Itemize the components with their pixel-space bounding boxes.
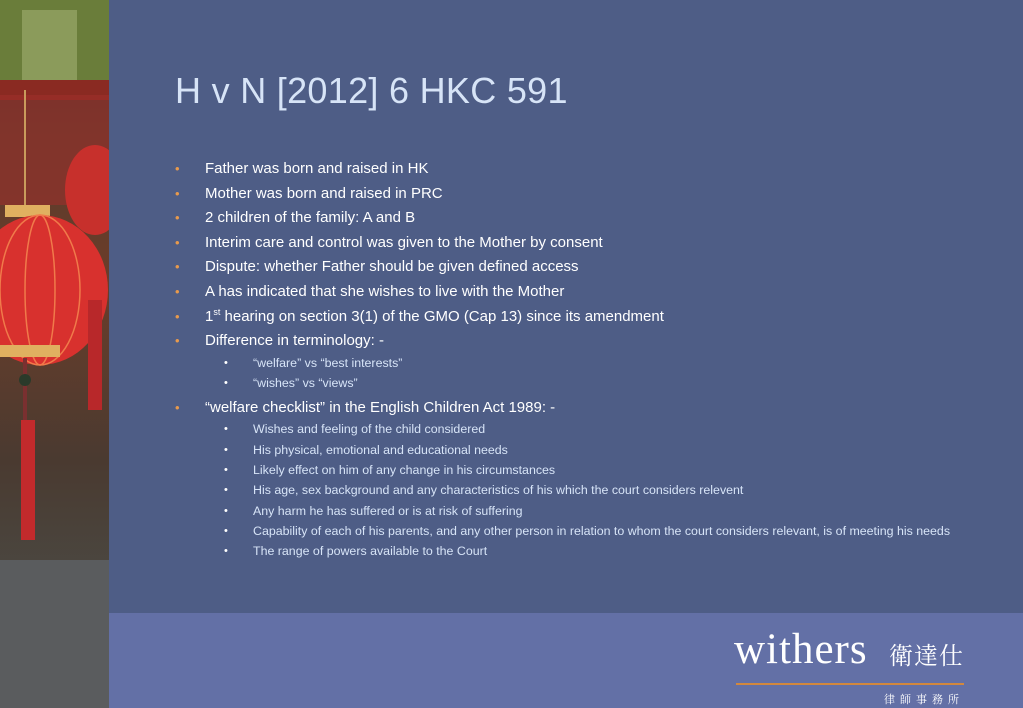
- slide-content: [109, 0, 1023, 613]
- bullet-item: [175, 182, 1005, 207]
- bullet-item: [175, 231, 1005, 256]
- sub-bullet-item: • His age, sex background and any characteristics of his which the court considers relevent: [175, 482, 1005, 499]
- logo-wordmark: withers: [734, 626, 868, 673]
- sub-bullet-item: • “wishes” vs “views”: [175, 375, 1005, 392]
- bullet-text: Difference in terminology: -: [205, 332, 384, 350]
- ordinal-suffix: st: [213, 306, 221, 317]
- sub-bullet-item: • “welfare” vs “best interests”: [175, 355, 1005, 372]
- logo-subtitle: 律師事務所: [884, 694, 964, 706]
- bullet-text: Mother was born and raised in PRC: [205, 184, 443, 202]
- bullet-text-post: hearing on section 3(1) of the GMO (Cap 13) since its amendment: [220, 307, 664, 325]
- bullet-text: “welfare checklist” in the English Children Act 1989: -: [205, 398, 556, 416]
- bullet-text: Dispute: whether Father should be given defined access: [205, 258, 579, 276]
- sub-bullet-item: • Likely effect on him of any change in his circumstances: [175, 462, 1005, 479]
- logo-chinese-name: 衛達仕: [889, 643, 964, 670]
- sub-bullet-item: • Any harm he has suffered or is at risk of suffering: [175, 503, 1005, 520]
- sub-bullet-item: • Capability of each of his parents, and any other person in relation to whom the court considers relevant, is of meeting his needs: [175, 523, 1005, 540]
- sub-list-wrapper: [175, 355, 1005, 392]
- sub-bullet-list: [175, 355, 1005, 392]
- logo-divider: [736, 683, 964, 685]
- sub-bullet-item: • The range of powers available to the Court: [175, 543, 1005, 560]
- bullet-item: [175, 305, 1005, 330]
- slide-title: H v N [2012] 6 HKC 591: [175, 70, 568, 111]
- bullet-item: [175, 396, 1005, 421]
- bullet-item: [175, 329, 1005, 354]
- bullet-text: Interim care and control was given to the Mother by consent: [205, 233, 603, 251]
- bullet-text: A has indicated that she wishes to live with the Mother: [205, 282, 565, 300]
- bullet-list: [175, 157, 1005, 564]
- sub-bullet-list: [175, 421, 1005, 560]
- sub-bullet-item: • His physical, emotional and educational needs: [175, 442, 1005, 459]
- footer-bar: [109, 613, 1023, 708]
- bullet-item: [175, 255, 1005, 280]
- bullet-text-pre: 1: [205, 307, 214, 325]
- sub-list-wrapper: [175, 421, 1005, 560]
- bullet-item: [175, 206, 1005, 231]
- lanterns-image: [0, 0, 109, 708]
- withers-logo: [734, 626, 964, 706]
- bullet-item: [175, 157, 1005, 182]
- bullet-text: Father was born and raised in HK: [205, 160, 429, 177]
- bullet-text: 2 children of the family: A and B: [205, 209, 416, 227]
- bullet-item: [175, 280, 1005, 305]
- sub-bullet-item: • Wishes and feeling of the child considered: [175, 421, 1005, 438]
